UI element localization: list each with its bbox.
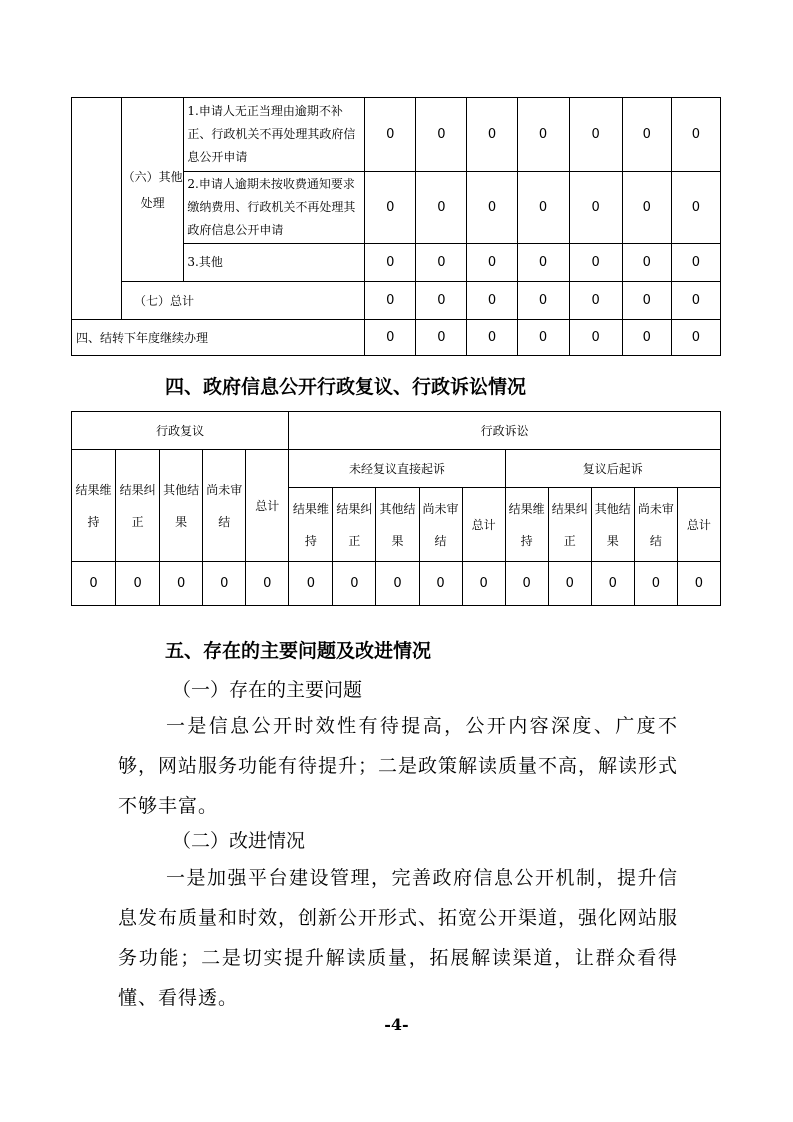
table-row: [72, 412, 721, 450]
col-header: 总计: [246, 450, 289, 562]
cell: 0: [517, 244, 569, 282]
cell: 0: [671, 244, 720, 282]
row-desc: 1.申请人无正当理由逾期不补正、行政机关不再处理其政府信息公开申请: [184, 98, 365, 172]
cell: 0: [246, 562, 289, 606]
cell: 0: [416, 172, 467, 244]
subsection-problems-title: （一）存在的主要问题: [172, 679, 363, 701]
cell: 0: [467, 282, 517, 320]
section5-title: 五、存在的主要问题及改进情况: [165, 640, 432, 662]
cell: 0: [569, 98, 622, 172]
cell: 0: [622, 282, 671, 320]
after-review-suit-header: 复议后起诉: [505, 450, 720, 488]
total-label: （七）总计: [121, 282, 364, 320]
cell: 0: [517, 320, 569, 356]
cell: 0: [569, 282, 622, 320]
cell: 0: [365, 320, 416, 356]
review-litigation-table: [71, 411, 721, 606]
cell: 0: [333, 562, 376, 606]
cell: 0: [365, 98, 416, 172]
cell: 0: [517, 98, 569, 172]
direct-suit-header: 未经复议直接起诉: [289, 450, 505, 488]
cell: 0: [671, 98, 720, 172]
cell: 0: [517, 172, 569, 244]
page-number: -4-: [384, 1015, 409, 1034]
outer-merged-cell: [72, 98, 122, 320]
col-header: 结果维持: [289, 488, 333, 562]
improvements-paragraph: 一是加强平台建设管理，完善政府信息公开机制，提升信息发布质量和时效，创新公开形式、拓宽公开渠道，强化网站服务功能；二是切实提升解读质量，拓展解读渠道，让群众看得懂、看得透。: [118, 867, 679, 1009]
col-header: 尚未审结: [203, 450, 246, 562]
col-header: 结果纠正: [333, 488, 376, 562]
cell: 0: [416, 320, 467, 356]
problems-paragraph: 一是信息公开时效性有待提高，公开内容深度、广度不够，网站服务功能有待提升；二是政策解读质量不高，解读形式不够丰富。: [118, 715, 679, 817]
cell: 0: [671, 320, 720, 356]
other-handling-label: （六）其他处理: [121, 98, 183, 282]
table-row: [72, 282, 721, 320]
cell: 0: [160, 562, 203, 606]
col-header: 其他结果: [591, 488, 634, 562]
cell: 0: [622, 320, 671, 356]
cell: 0: [203, 562, 246, 606]
disposal-table: [71, 97, 721, 356]
cell: 0: [677, 562, 720, 606]
cell: 0: [634, 562, 677, 606]
cell: 0: [622, 244, 671, 282]
col-header: 结果维持: [72, 450, 116, 562]
col-header: 尚未审结: [419, 488, 462, 562]
table-row: [72, 320, 721, 356]
cell: 0: [548, 562, 591, 606]
section4-title: 四、政府信息公开行政复议、行政诉讼情况: [165, 376, 527, 398]
col-header: 其他结果: [376, 488, 419, 562]
cell: 0: [569, 172, 622, 244]
cell: 0: [622, 172, 671, 244]
col-header: 尚未审结: [634, 488, 677, 562]
cell: 0: [467, 320, 517, 356]
cell: 0: [671, 282, 720, 320]
cell: 0: [622, 98, 671, 172]
subsection-improvements-title: （二）改进情况: [172, 830, 306, 852]
cell: 0: [365, 244, 416, 282]
col-header: 其他结果: [160, 450, 203, 562]
col-header: 总计: [462, 488, 505, 562]
row-desc: 2.申请人逾期未按收费通知要求缴纳费用、行政机关不再处理其政府信息公开申请: [184, 172, 365, 244]
cell: 0: [467, 98, 517, 172]
cell: 0: [467, 244, 517, 282]
col-header: 总计: [677, 488, 720, 562]
table-row: [72, 562, 721, 606]
row-desc: 3.其他: [184, 244, 365, 282]
col-header: 结果维持: [505, 488, 548, 562]
cell: 0: [419, 562, 462, 606]
cell: 0: [376, 562, 419, 606]
cell: 0: [116, 562, 160, 606]
cell: 0: [462, 562, 505, 606]
cell: 0: [365, 282, 416, 320]
cell: 0: [517, 282, 569, 320]
admin-review-header: 行政复议: [72, 412, 289, 450]
col-header: 结果纠正: [548, 488, 591, 562]
cell: 0: [505, 562, 548, 606]
cell: 0: [416, 282, 467, 320]
cell: 0: [416, 98, 467, 172]
cell: 0: [569, 320, 622, 356]
cell: 0: [416, 244, 467, 282]
cell: 0: [365, 172, 416, 244]
cell: 0: [72, 562, 116, 606]
cell: 0: [591, 562, 634, 606]
table-row: [72, 98, 721, 172]
cell: 0: [671, 172, 720, 244]
col-header: 结果纠正: [116, 450, 160, 562]
admin-litigation-header: 行政诉讼: [289, 412, 721, 450]
table-row: [72, 450, 721, 488]
cell: 0: [467, 172, 517, 244]
cell: 0: [289, 562, 333, 606]
cell: 0: [569, 244, 622, 282]
carry-over-label: 四、结转下年度继续办理: [72, 320, 365, 356]
